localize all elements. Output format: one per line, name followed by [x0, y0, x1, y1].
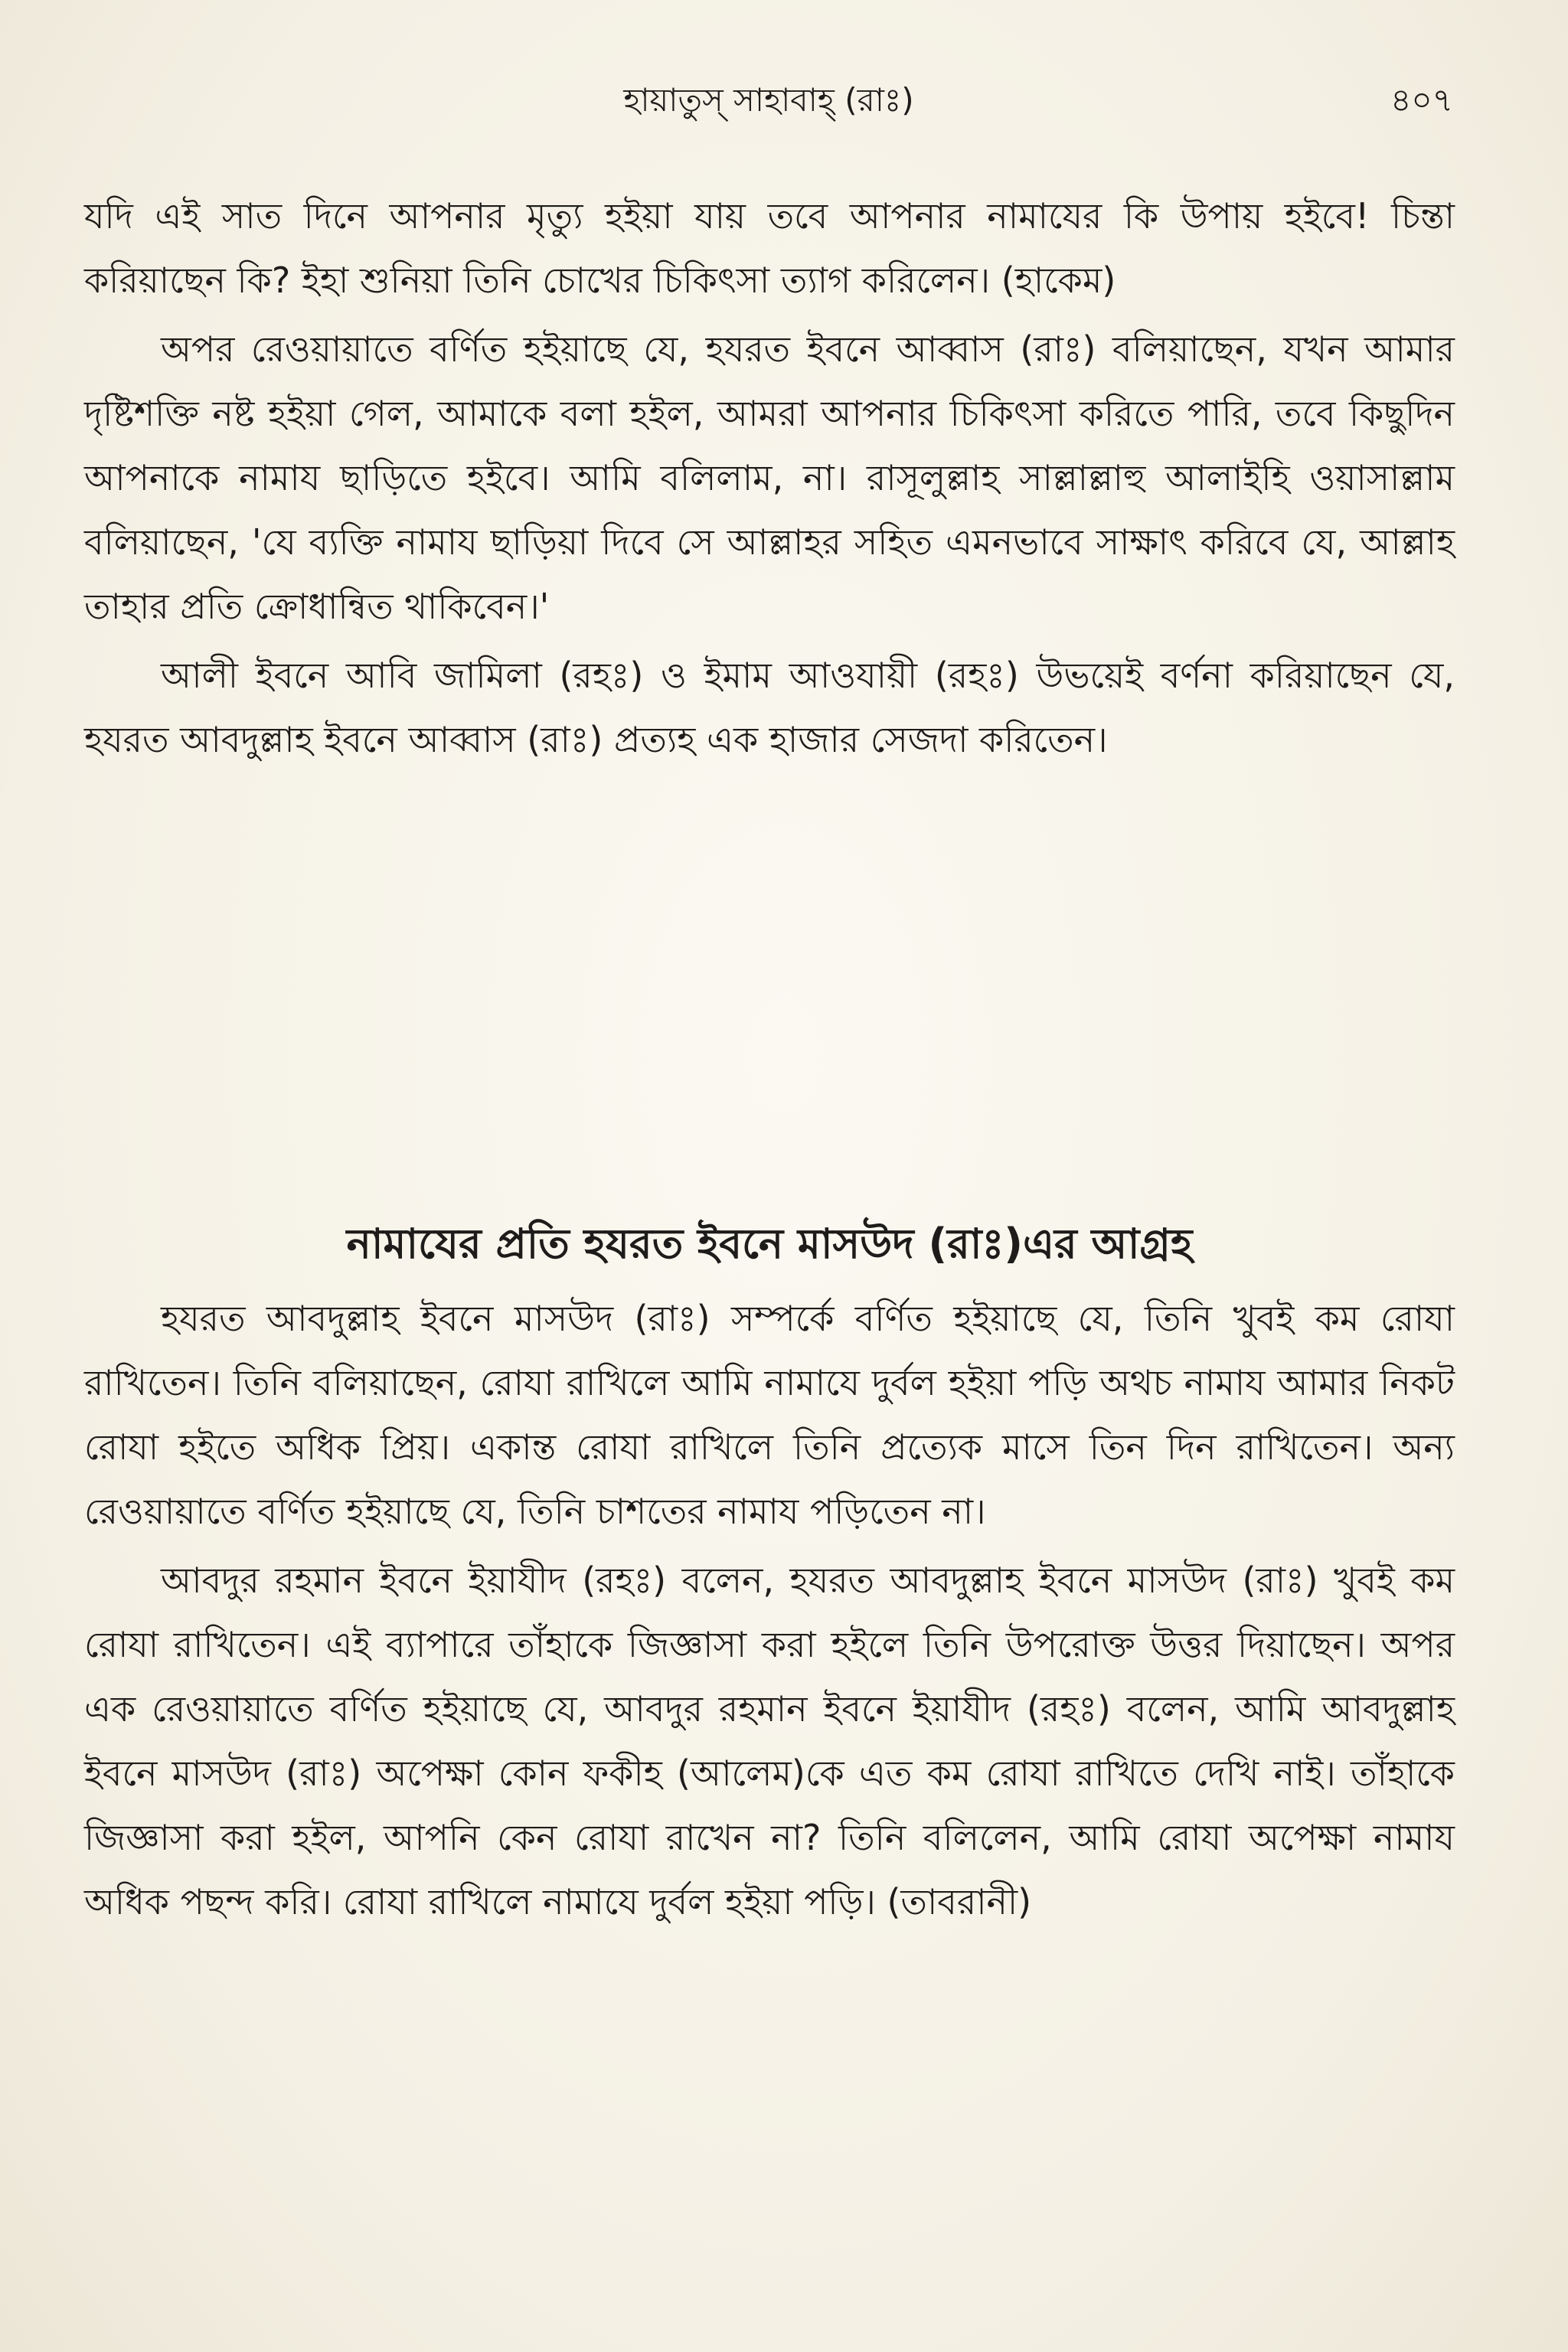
paragraph: হযরত আবদুল্লাহ ইবনে মাসউদ (রাঃ) সম্পর্কে বর্ণিত হইয়াছে যে, তিনি খুবই কম রোযা রাখিতেন। তিনি বলিয়াছেন, রোযা রাখিলে আমি নামাযে দুর্বল হইয়া পড়ি অথচ নামায আমার নিকট রোযা হইতে অধিক প্রিয়। একান্ত রোযা রাখিলে তিনি প্রত্যেক মাসে তিন দিন রাখিতেন। অন্য রেওয়ায়াতে বর্ণিত হইয়াছে যে, তিনি চাশতের নামায পড়িতেন না। — [84, 1298, 1455, 1532]
paragraph: আলী ইবনে আবি জামিলা (রহঃ) ও ইমাম আওযায়ী (রহঃ) উভয়েই বর্ণনা করিয়াছেন যে, হযরত আবদুল্লাহ ইবনে আব্বাস (রাঃ) প্রত্যহ এক হাজার সেজদা করিতেন। — [84, 655, 1455, 760]
running-header — [84, 74, 1453, 127]
paragraph: আবদুর রহমান ইবনে ইয়াযীদ (রহঃ) বলেন, হযরত আবদুল্লাহ ইবনে মাসউদ (রাঃ) খুবই কম রোযা রাখিতেন। এই ব্যাপারে তাঁহাকে জিজ্ঞাসা করা হইলে তিনি উপরোক্ত উত্তর দিয়াছেন। অপর এক রেওয়ায়াতে বর্ণিত হইয়াছে যে, আবদুর রহমান ইবনে ইয়াযীদ (রহঃ) বলেন, আমি আবদুল্লাহ ইবনে মাসউদ (রাঃ) অপেক্ষা কোন ফকীহ (আলেম)কে এত কম রোযা রাখিতে দেখি নাই। তাঁহাকে জিজ্ঞাসা করা হইল, আপনি কেন রোযা রাখেন না? তিনি বলিলেন, আমি রোযা অপেক্ষা নামায অধিক পছন্দ করি। রোযা রাখিলে নামাযে দুর্বল হইয়া পড়ি। (তাবরানী) — [84, 1560, 1455, 1922]
running-title: হায়াতুস্ সাহাবাহ্ (রাঃ) — [623, 81, 914, 119]
section-heading: নামাযের প্রতি হযরত ইবনে মাসউদ (রাঃ)এর আগ্রহ — [346, 1220, 1193, 1268]
text-block-bottom — [84, 1286, 1455, 1939]
text-block-top — [84, 184, 1455, 776]
paragraph: অপর রেওয়ায়াতে বর্ণিত হইয়াছে যে, হযরত ইবনে আব্বাস (রাঃ) বলিয়াছেন, যখন আমার দৃষ্টিশক্তি নষ্ট হইয়া গেল, আমাকে বলা হইল, আমরা আপনার চিকিৎসা করিতে পারি, তবে কিছুদিন আপনাকে নামায ছাড়িতে হইবে। আমি বলিলাম, না। রাসূলুল্লাহ সাল্লাল্লাহু আলাইহি ওয়াসাল্লাম বলিয়াছেন, 'যে ব্যক্তি নামায ছাড়িয়া দিবে সে আল্লাহর সহিত এমনভাবে সাক্ষাৎ করিবে যে, আল্লাহ তাহার প্রতি ক্রোধান্বিত থাকিবেন।' — [84, 328, 1455, 627]
page-number: ৪০৭ — [1390, 81, 1453, 119]
paragraph-continuation: যদি এই সাত দিনে আপনার মৃত্যু হইয়া যায় তবে আপনার নামাযের কি উপায় হইবে! চিন্তা করিয়াছেন কি? ইহা শুনিয়া তিনি চোখের চিকিৎসা ত্যাগ করিলেন। (হাকেম) — [84, 195, 1455, 301]
